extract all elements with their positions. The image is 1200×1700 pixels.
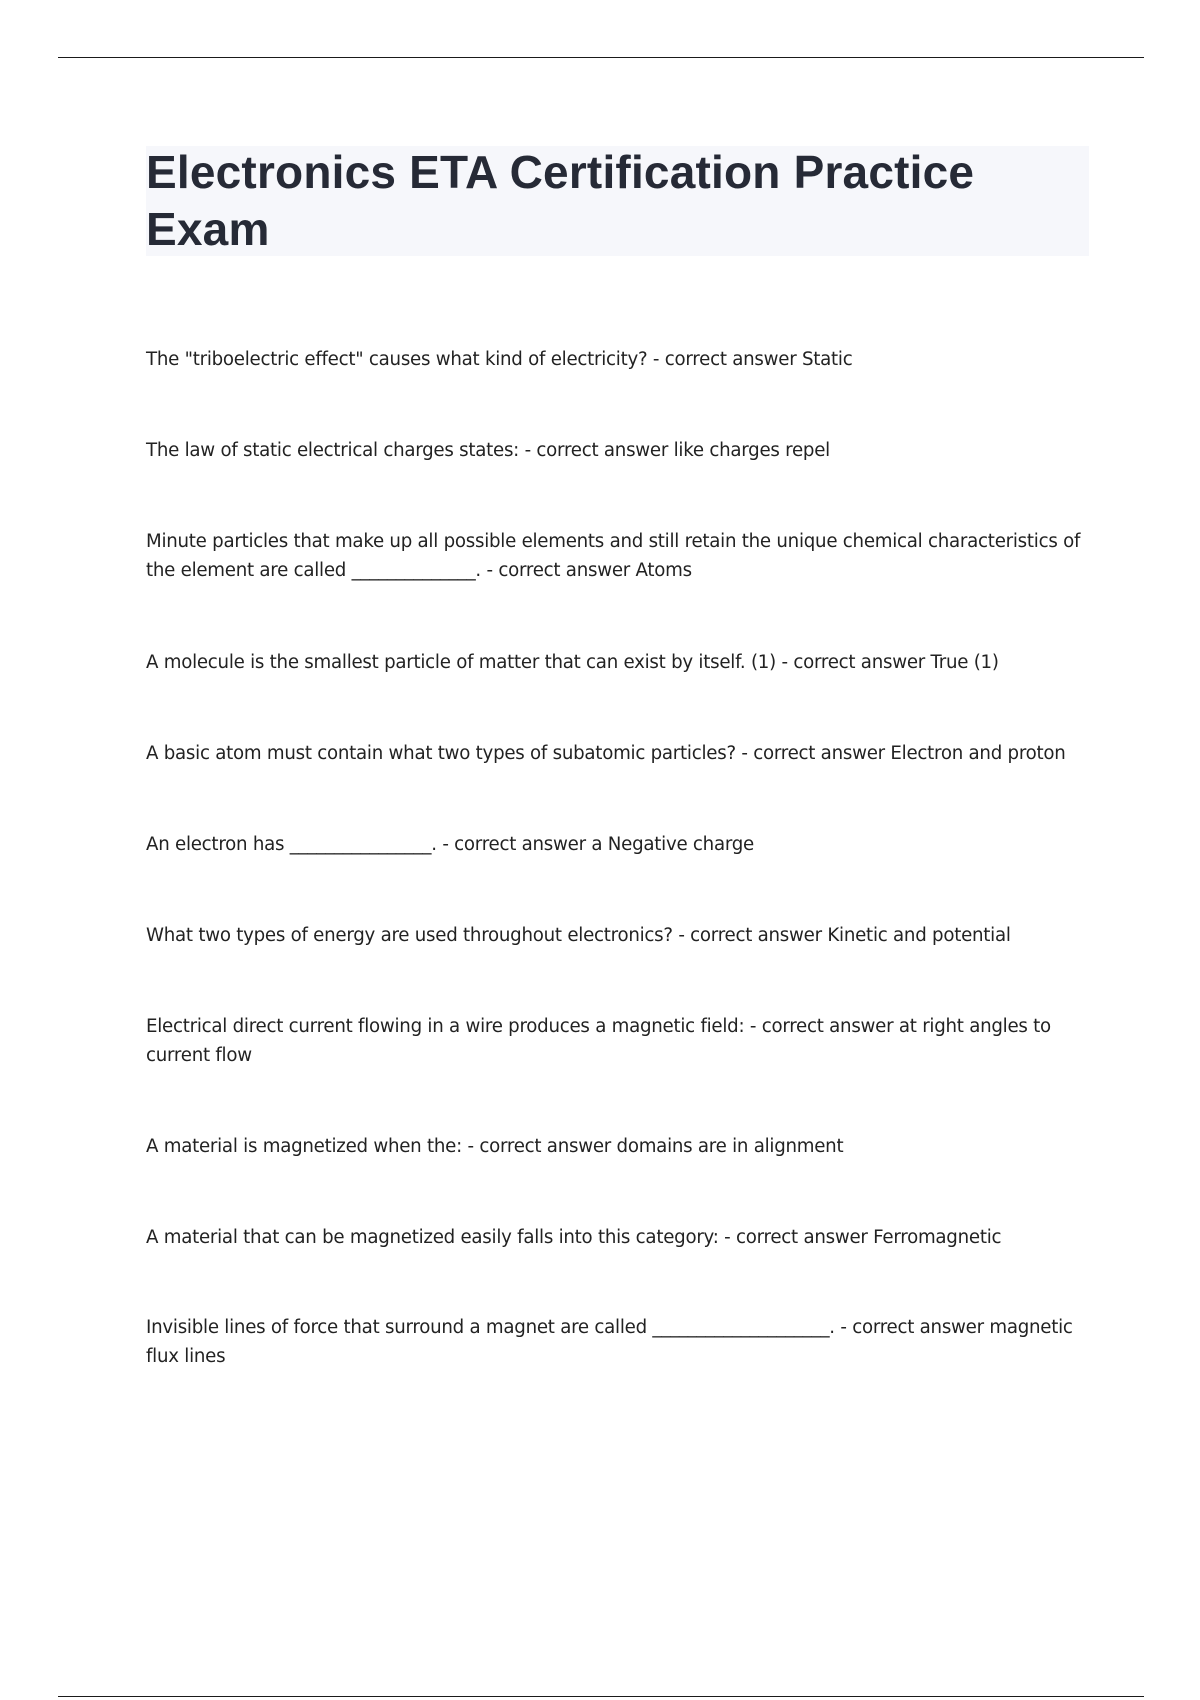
qa-item-6: An electron has ________________. - correct answer a Negative charge [146,834,754,855]
header-rule [58,57,1144,58]
qa-item-8: Electrical direct current flowing in a wire produces a magnetic field: - correct answer at right angles to current flow [146,1016,1051,1066]
qa-item-1: The "triboelectric effect" causes what kind of electricity? - correct answer Static [146,349,853,370]
qa-item-4: A molecule is the smallest particle of matter that can exist by itself. (1) - correct answer True (1) [146,652,999,673]
qa-item-10: A material that can be magnetized easily falls into this category: - correct answer Ferromagnetic [146,1227,1002,1248]
qa-item-9: A material is magnetized when the: - correct answer domains are in alignment [146,1136,844,1157]
qa-item-11: Invisible lines of force that surround a magnet are called ____________________. - correct answer magnetic flux lines [146,1317,1073,1367]
qa-item-5: A basic atom must contain what two types of subatomic particles? - correct answer Electron and proton [146,743,1066,764]
qa-item-2: The law of static electrical charges states: - correct answer like charges repel [146,440,830,461]
footer-rule [58,1696,1144,1697]
qa-item-3: Minute particles that make up all possible elements and still retain the unique chemical characteristics of the element are called ______________. - correct answer Atoms [146,531,1081,581]
page-title: Electronics ETA Certification Practice Exam [146,146,975,255]
qa-item-7: What two types of energy are used throughout electronics? - correct answer Kinetic and potential [146,925,1011,946]
